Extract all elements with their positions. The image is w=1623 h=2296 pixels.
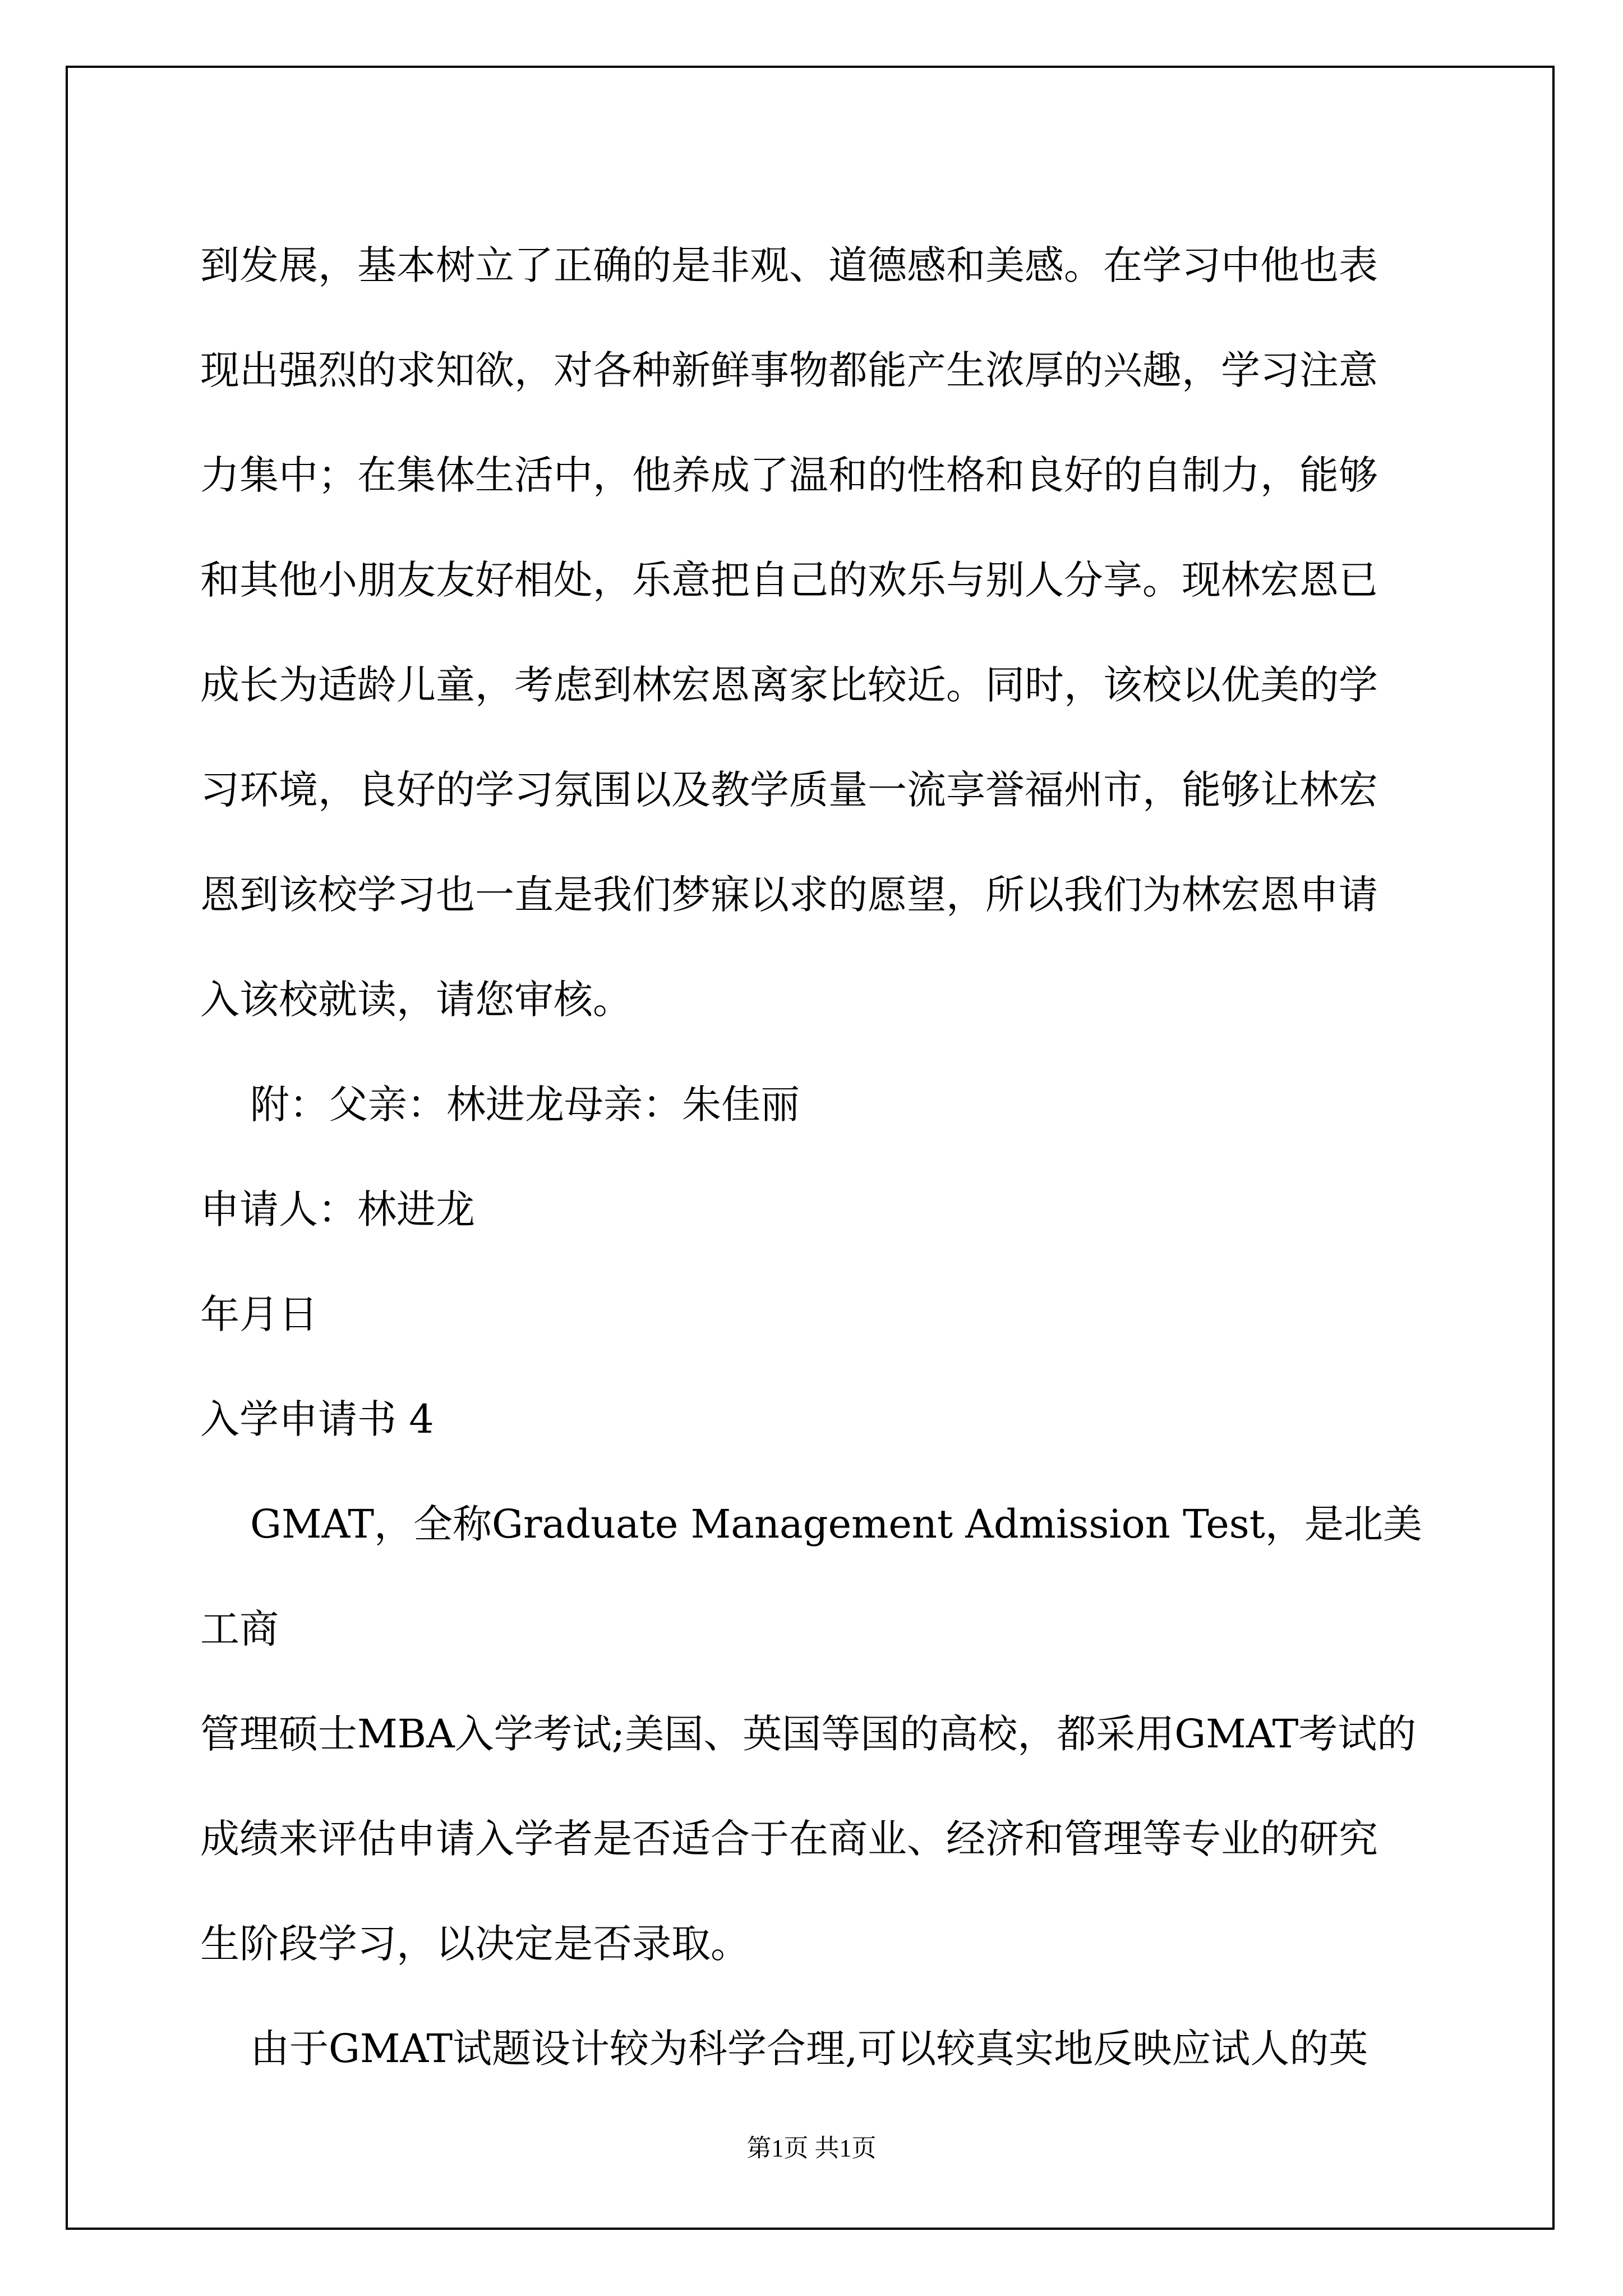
attachment-line [200, 1052, 1426, 1157]
section-heading [200, 1367, 1426, 1472]
applicant-line [200, 1157, 1426, 1262]
text-line: 现出强烈的求知欲，对各种新鲜事物都能产生浓厚的兴趣，学习注意 [200, 347, 1378, 393]
text-line: 力集中；在集体生活中，他养成了温和的性格和良好的自制力，能够 [200, 452, 1378, 498]
paragraph [200, 1472, 1426, 1996]
page-footer [0, 2132, 1623, 2165]
text-line: 恩到该校学习也一直是我们梦寐以求的愿望，所以我们为林宏恩申请 [200, 872, 1378, 918]
text-line: 由于GMAT试题设计较为科学合理,可以较真实地反映应试人的英 [200, 2026, 1368, 2072]
text-line: 管理硕士MBA入学考试;美国、英国等国的高校，都采用GMAT考试的 [200, 1711, 1417, 1757]
text-line: 成绩来评估申请入学者是否适合于在商业、经济和管理等专业的研究 [200, 1816, 1378, 1862]
text-line: 申请人：林进龙 [200, 1186, 475, 1232]
text-line: 入学申请书 4 [200, 1396, 434, 1442]
text-line: 习环境，良好的学习氛围以及教学质量一流享誉福州市，能够让林宏 [200, 767, 1378, 813]
text-line: 和其他小朋友友好相处，乐意把自己的欢乐与别人分享。现林宏恩已 [200, 557, 1378, 603]
page-number: 第1页 共1页 [746, 2134, 877, 2162]
text-line: 生阶段学习，以决定是否录取。 [200, 1921, 750, 1967]
paragraph [200, 1996, 1426, 2101]
text-line: 年月日 [200, 1291, 318, 1337]
text-line: 到发展，基本树立了正确的是非观、道德感和美感。在学习中他也表 [200, 242, 1378, 288]
text-line: 成长为适龄儿童，考虑到林宏恩离家比较近。同时，该校以优美的学 [200, 662, 1378, 708]
paragraph [200, 213, 1426, 1052]
date-line [200, 1262, 1426, 1367]
text-line: 入该校就读，请您审核。 [200, 977, 632, 1023]
text-line: GMAT，全称Graduate Management Admission Test，是北美工商 [200, 1501, 1422, 1652]
text-line: 附：父亲：林进龙母亲：朱佳丽 [200, 1082, 800, 1128]
document-body [200, 213, 1426, 2101]
